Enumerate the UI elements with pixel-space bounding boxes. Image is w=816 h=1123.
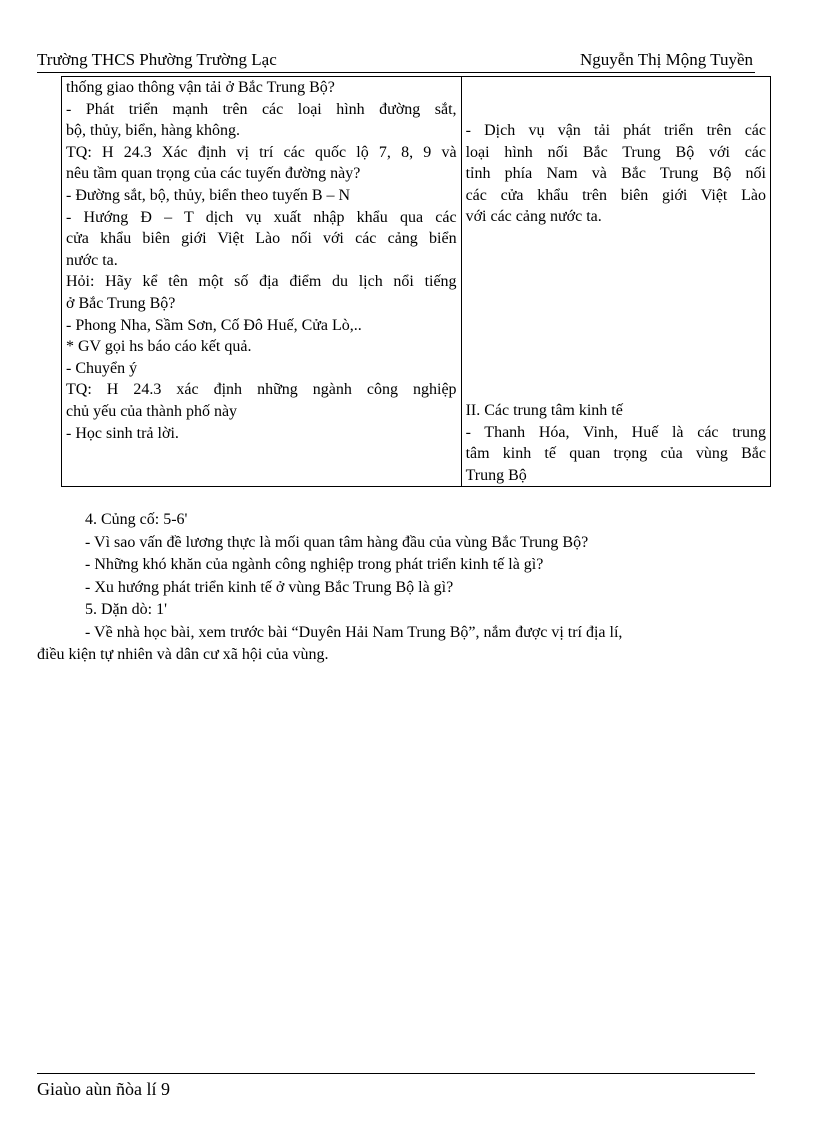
left-line: - Hướng Đ – T dịch vụ xuất nhập khẩu qua các bbox=[66, 208, 457, 226]
lesson-table bbox=[61, 76, 771, 487]
left-line: thống giao thông vận tải ở Bắc Trung Bộ? bbox=[66, 79, 335, 96]
left-line: bộ, thủy, biển, hàng không. bbox=[66, 122, 241, 140]
left-line: cửa khẩu biên giới Việt Lào nối với các cảng biển bbox=[66, 230, 457, 248]
left-line: - Đường sắt, bộ, thủy, biển theo tuyến B – N bbox=[66, 186, 351, 204]
right-line: - Dịch vụ vận tải phát triển trên các bbox=[465, 122, 766, 139]
right-line: loại hình nối Bắc Trung Bộ với các bbox=[465, 143, 766, 161]
left-line: - Phát triển mạnh trên các loại hình đường sắt, bbox=[66, 100, 457, 118]
right-line: với các cảng nước ta. bbox=[465, 208, 602, 226]
summary-line: - Xu hướng phát triển kinh tế ở vùng Bắc Trung Bộ là gì? bbox=[85, 578, 454, 596]
left-line: TQ: H 24.3 xác định những ngành công nghiệp bbox=[66, 381, 457, 399]
page-header bbox=[37, 48, 755, 73]
right-line: - Thanh Hóa, Vinh, Huế là các trung bbox=[465, 423, 766, 441]
right-line: Trung Bộ bbox=[465, 466, 527, 484]
spacer bbox=[466, 228, 766, 400]
table-row bbox=[62, 77, 771, 487]
page-footer: Giaùo aùn ñòa lí 9 bbox=[37, 1079, 170, 1099]
section-heading: II. Các trung tâm kinh tế bbox=[465, 401, 623, 419]
school-name: Trường THCS Phường Trường Lạc bbox=[37, 50, 277, 69]
left-line: nước ta. bbox=[66, 251, 118, 269]
activity-column bbox=[62, 77, 462, 487]
left-line: nêu tầm quan trọng của các tuyến đường này? bbox=[66, 165, 361, 183]
spacer bbox=[466, 77, 766, 120]
right-line: tỉnh phía Nam và Bắc Trung Bộ nối bbox=[465, 165, 766, 183]
left-line: chủ yếu của thành phố này bbox=[66, 402, 238, 420]
summary-line: - Về nhà học bài, xem trước bài “Duyên Hải Nam Trung Bộ”, nắm được vị trí địa lí, bbox=[85, 623, 623, 641]
homework-heading: 5. Dặn dò: 1' bbox=[85, 601, 167, 618]
teacher-name: Nguyễn Thị Mộng Tuyền bbox=[579, 50, 753, 69]
left-line: Hỏi: Hãy kể tên một số địa điểm du lịch nổi tiếng bbox=[66, 273, 457, 291]
summary-line: điều kiện tự nhiên và dân cư xã hội của vùng. bbox=[37, 646, 329, 663]
left-line: - Học sinh trả lời. bbox=[66, 424, 179, 442]
left-line: * GV gọi hs báo cáo kết quả. bbox=[66, 338, 252, 356]
left-line: ở Bắc Trung Bộ? bbox=[66, 294, 176, 312]
consolidation-heading: 4. Củng cố: 5-6' bbox=[85, 511, 188, 528]
summary-line: - Vì sao vấn đề lương thực là mối quan tâm hàng đầu của vùng Bắc Trung Bộ? bbox=[85, 533, 589, 551]
lesson-summary bbox=[37, 509, 747, 667]
summary-line: - Những khó khăn của ngành công nghiệp trong phát triển kinh tế là gì? bbox=[85, 556, 544, 573]
content-column bbox=[461, 77, 770, 487]
left-line: - Chuyển ý bbox=[66, 359, 138, 377]
right-line: các cửa khẩu trên biên giới Việt Lào bbox=[465, 186, 766, 204]
left-line: - Phong Nha, Sầm Sơn, Cố Đô Huế, Cửa Lò,.. bbox=[66, 316, 362, 334]
left-line: TQ: H 24.3 Xác định vị trí các quốc lộ 7, 8, 9 và bbox=[66, 143, 457, 161]
right-line: tâm kinh tế quan trọng của vùng Bắc bbox=[465, 445, 766, 463]
footer-divider bbox=[37, 1073, 755, 1074]
